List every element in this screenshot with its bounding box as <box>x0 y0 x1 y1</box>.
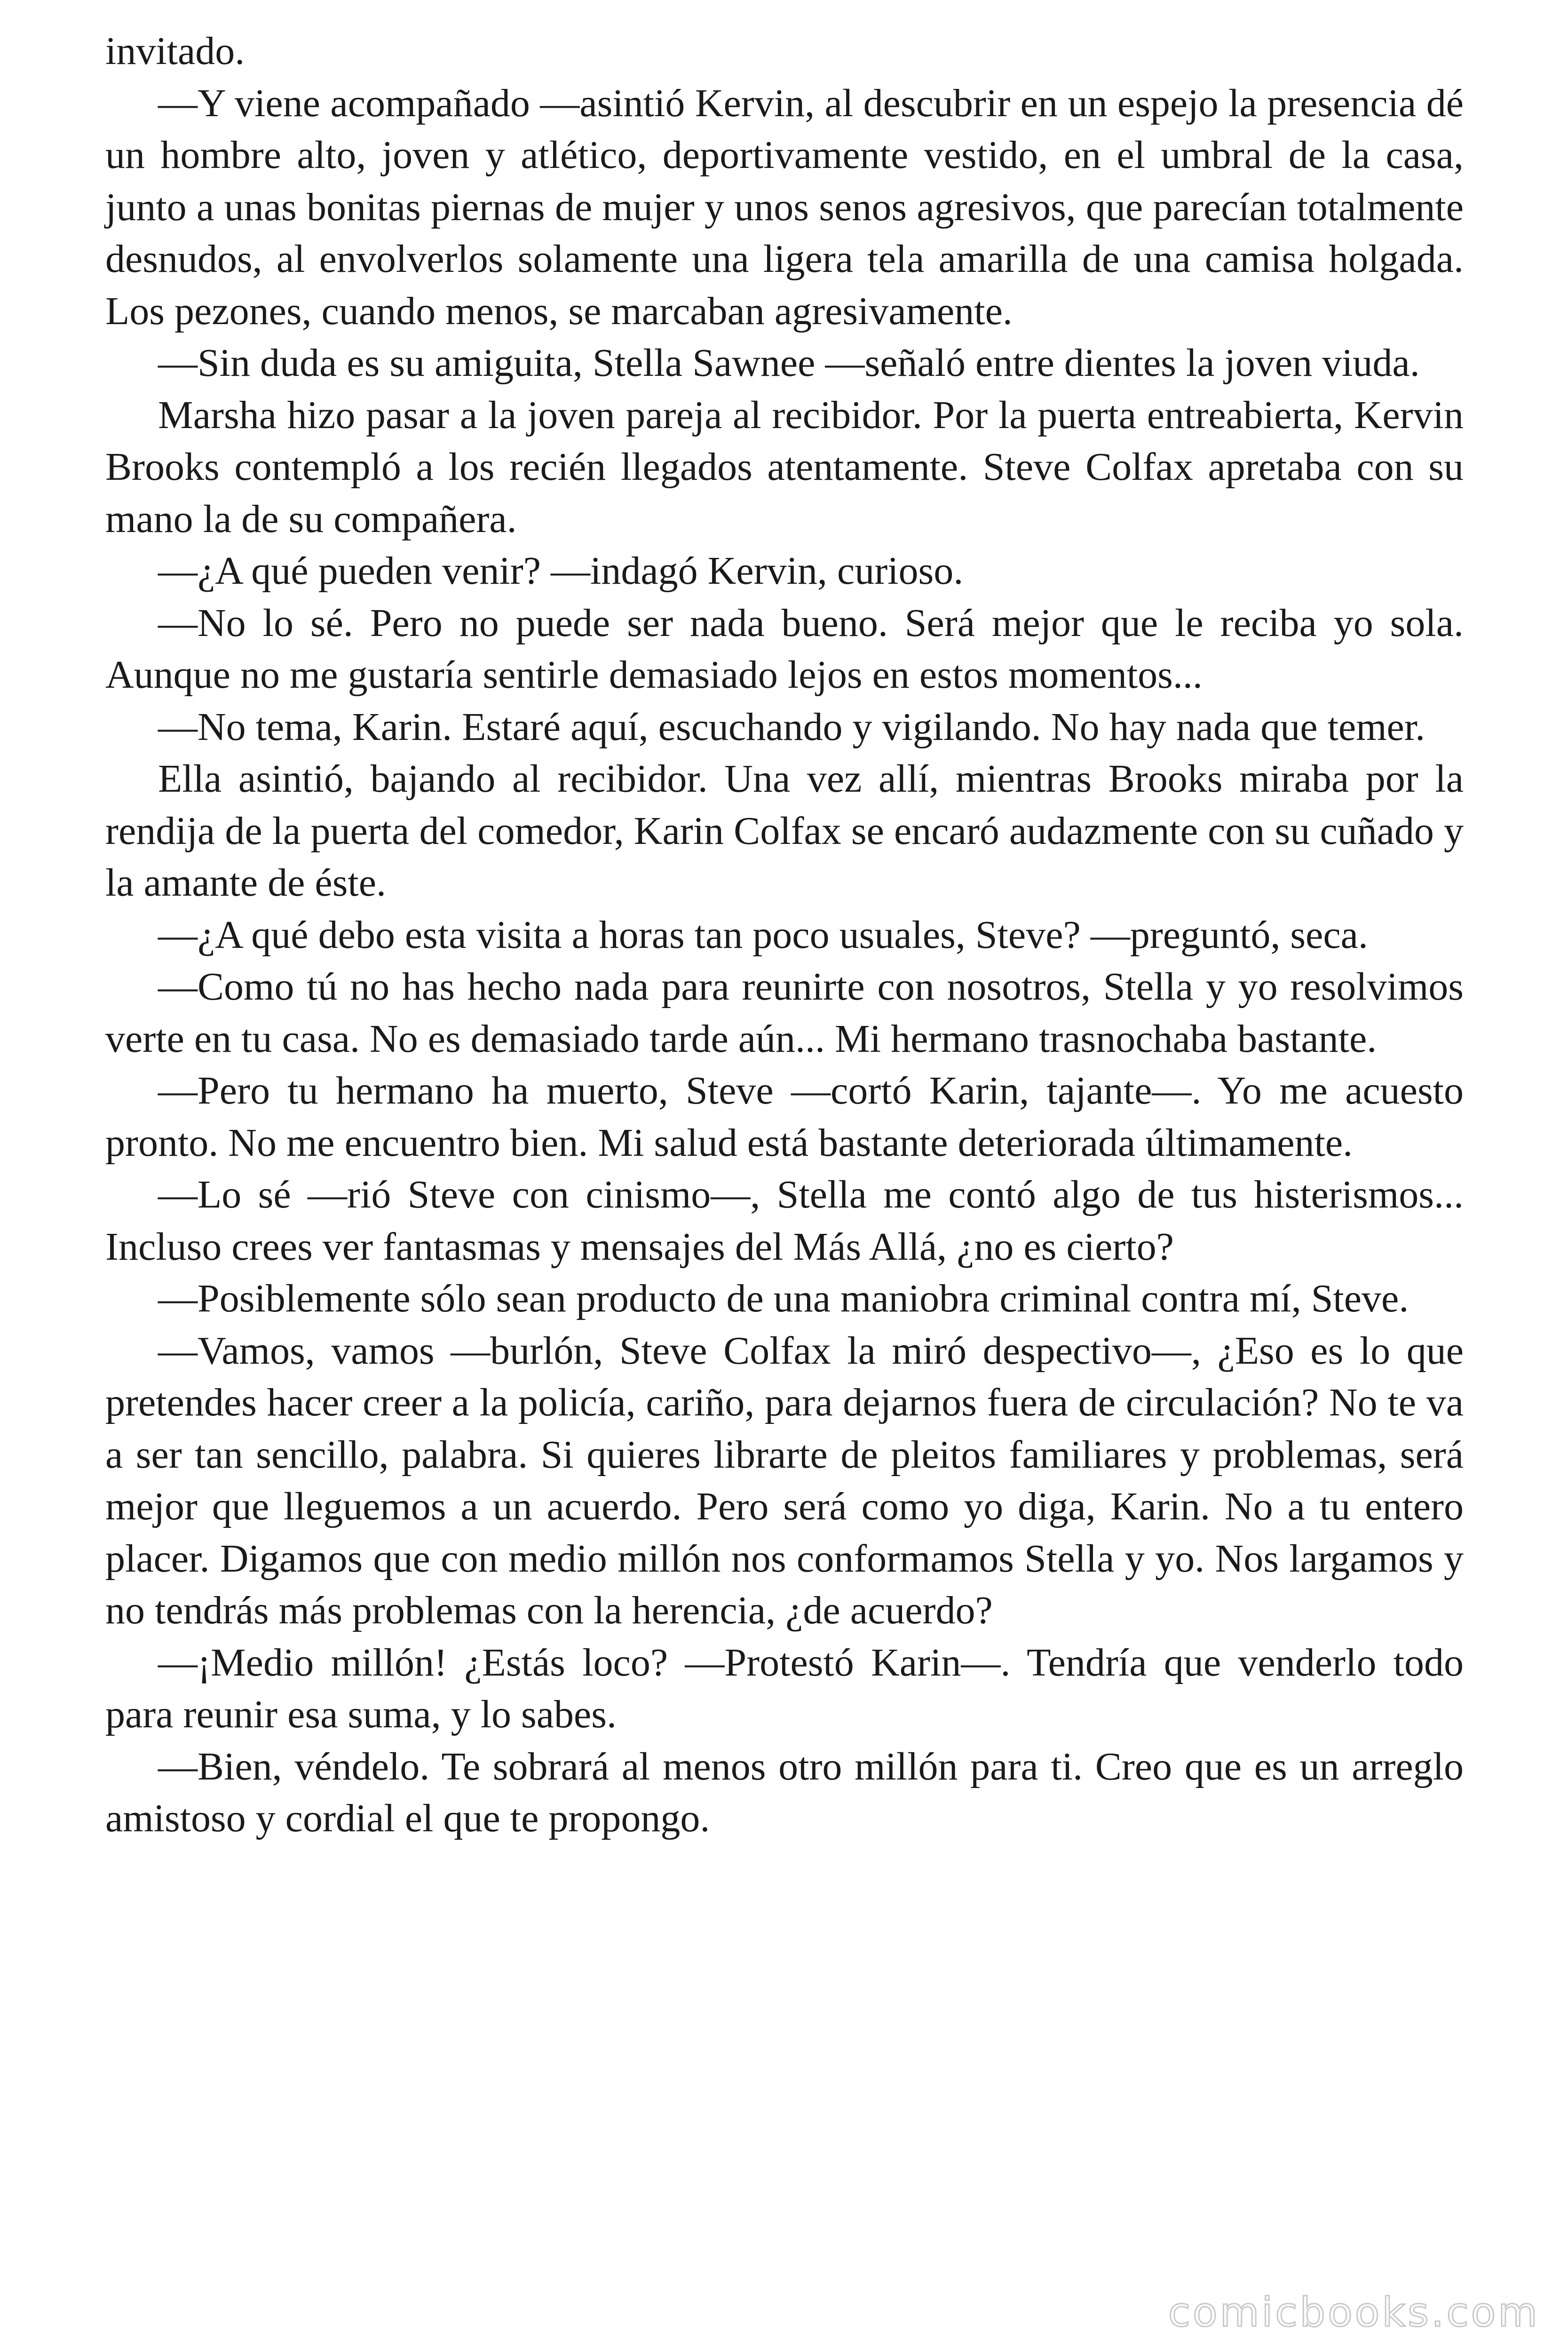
paragraph: —Vamos, vamos —burlón, Steve Colfax la miró despectivo—, ¿Eso es lo que pretendes hacer creer a la policía, cariño, para dejarnos fuera de circulación? No te va a ser tan sencillo, palabra. Si quieres librarte de pleitos familiares y problemas, será mejor que lleguemos a un acuerdo. Pero será como yo diga, Karin. No a tu entero placer. Digamos que con medio millón nos conformamos Stella y yo. Nos largamos y no tendrás más problemas con la herencia, ¿de acuerdo? <box>105 1328 1464 1632</box>
paragraph: —No tema, Karin. Estaré aquí, escuchando y vigilando. No hay nada que temer. <box>158 705 1425 749</box>
paragraph: —¿A qué pueden venir? —indagó Kervin, curioso. <box>158 549 964 593</box>
paragraph: —¿A qué debo esta visita a horas tan poco usuales, Steve? —preguntó, seca. <box>158 913 1368 957</box>
paragraph: —Bien, véndelo. Te sobrará al menos otro millón para ti. Creo que es un arreglo amistoso y cordial el que te propongo. <box>105 1744 1464 1840</box>
watermark: comicbooks.com <box>1168 2289 1540 2336</box>
paragraph: —No lo sé. Pero no puede ser nada bueno. Será mejor que le reciba yo sola. Aunque no me gustaría sentirle demasiado lejos en estos momentos... <box>105 601 1464 697</box>
paragraph: Ella asintió, bajando al recibidor. Una vez allí, mientras Brooks miraba por la rendija de la puerta del comedor, Karin Colfax se encaró audazmente con su cuñado y la amante de éste. <box>105 757 1464 905</box>
paragraph: —¡Medio millón! ¿Estás loco? —Protestó Karin—. Tendría que venderlo todo para reunir esa suma, y lo sabes. <box>105 1640 1464 1736</box>
page-text <box>105 25 1464 1845</box>
paragraph: —Pero tu hermano ha muerto, Steve —cortó Karin, tajante—. Yo me acuesto pronto. No me encuentro bien. Mi salud está bastante deteriorada últimamente. <box>105 1069 1464 1165</box>
paragraph: —Y viene acompañado —asintió Kervin, al descubrir en un espejo la presencia dé un hombre alto, joven y atlético, deportivamente vestido, en el umbral de la casa, junto a unas bonitas piernas de mujer y unos senos agresivos, que parecían totalmente desnudos, al envolverlos solamente una ligera tela amarilla de una camisa holgada. Los pezones, cuando menos, se marcaban agresivamente. <box>105 81 1464 333</box>
paragraph: invitado. <box>105 29 245 73</box>
paragraph: —Posiblemente sólo sean producto de una maniobra criminal contra mí, Steve. <box>158 1277 1409 1320</box>
paragraph: Marsha hizo pasar a la joven pareja al recibidor. Por la puerta entreabierta, Kervin Brooks contempló a los recién llegados atentamente. Steve Colfax apretaba con su mano la de su compañera. <box>105 393 1464 541</box>
paragraph: —Lo sé —rió Steve con cinismo—, Stella me contó algo de tus histerismos... Incluso crees ver fantasmas y mensajes del Más Allá, ¿no es cierto? <box>105 1173 1464 1269</box>
paragraph: —Como tú no has hecho nada para reunirte con nosotros, Stella y yo resolvimos verte en tu casa. No es demasiado tarde aún... Mi hermano trasnochaba bastante. <box>105 965 1464 1061</box>
paragraph: —Sin duda es su amiguita, Stella Sawnee —señaló entre dientes la joven viuda. <box>158 341 1420 385</box>
